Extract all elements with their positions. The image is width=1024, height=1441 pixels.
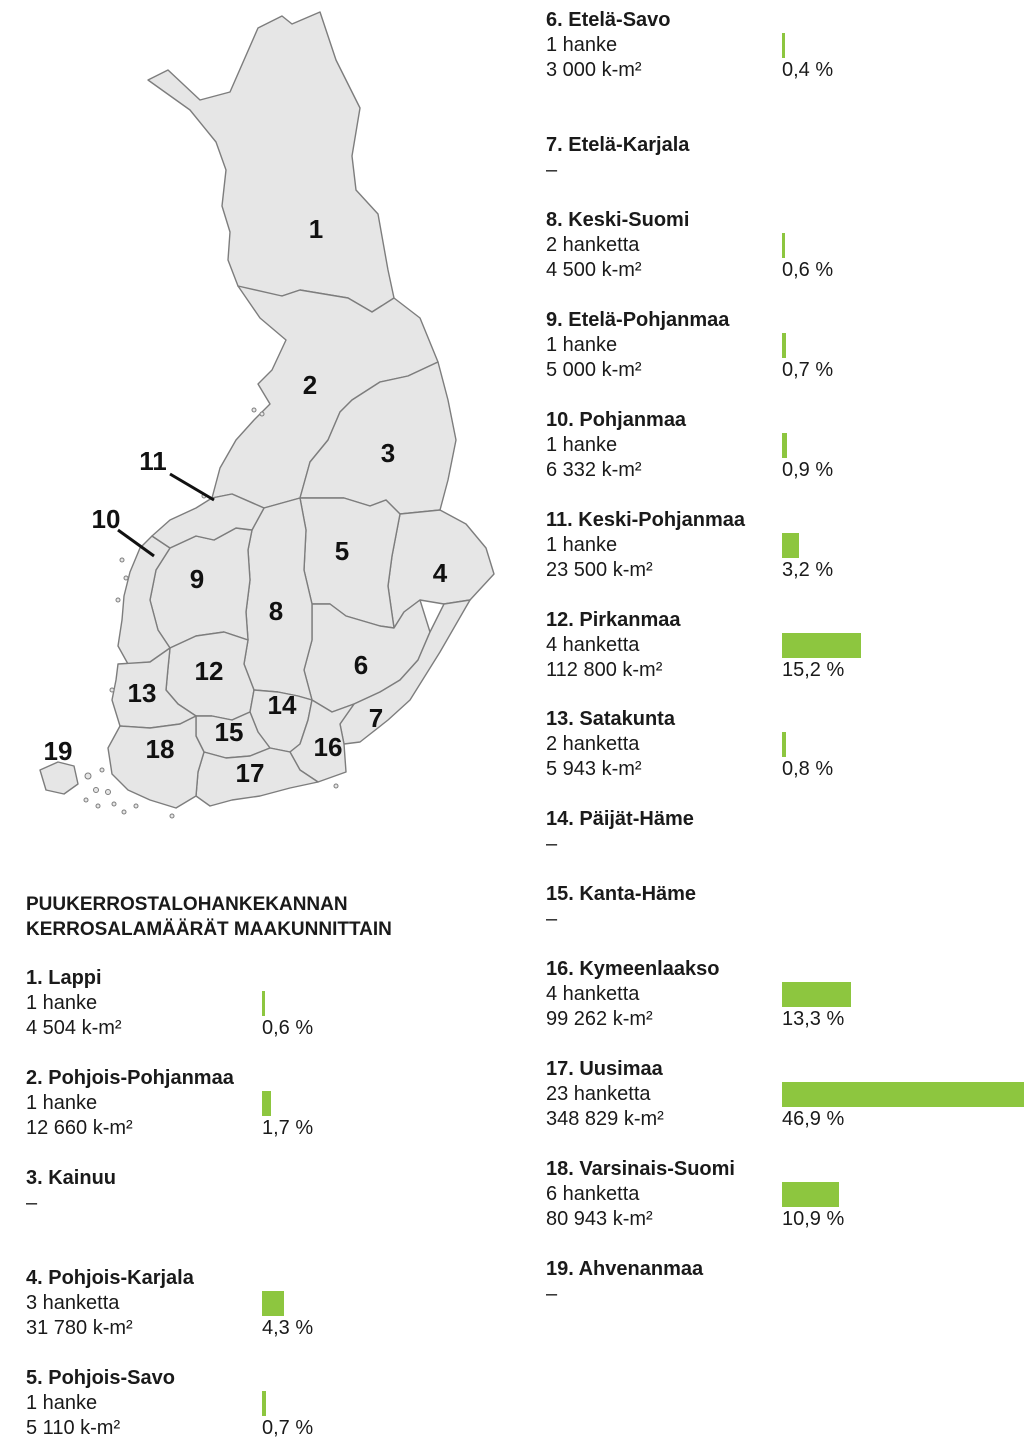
region-name: 11. Keski-Pohjanmaa bbox=[546, 509, 745, 531]
region-name: 4. Pohjois-Karjala bbox=[26, 1267, 194, 1289]
region-name: 3. Kainuu bbox=[26, 1167, 117, 1189]
region-entry bbox=[26, 1166, 326, 1216]
region-share-bar bbox=[782, 732, 786, 757]
region-share-bar bbox=[782, 33, 785, 58]
region-floor-area: 112 800 k-m² bbox=[546, 659, 663, 681]
region-floor-area: 12 660 k-m² bbox=[26, 1117, 133, 1139]
region-share-percent: 0,7 % bbox=[782, 359, 834, 381]
map-number-1: 1 bbox=[308, 214, 324, 244]
region-floor-area: 348 829 k-m² bbox=[546, 1108, 664, 1130]
map-number-13: 13 bbox=[127, 678, 157, 708]
map-number-7: 7 bbox=[368, 703, 384, 733]
region-floor-area: 5 000 k-m² bbox=[546, 359, 642, 381]
map-number-12: 12 bbox=[194, 656, 224, 686]
heading-line-1: PUUKERROSTALOHANKEKANNAN bbox=[26, 894, 348, 915]
region-name: 10. Pohjanmaa bbox=[546, 409, 687, 431]
map-number-6: 6 bbox=[353, 650, 369, 680]
map-number-9: 9 bbox=[189, 564, 205, 594]
region-project-count: 1 hanke bbox=[546, 434, 618, 456]
map-number-4: 4 bbox=[432, 558, 448, 588]
region-name: 8. Keski-Suomi bbox=[546, 209, 690, 231]
region-project-count: – bbox=[26, 1192, 38, 1214]
region-floor-area: 23 500 k-m² bbox=[546, 559, 653, 581]
region-share-bar bbox=[262, 1091, 271, 1116]
region-share-bar bbox=[262, 1391, 266, 1416]
region-share-percent: 0,6 % bbox=[782, 259, 834, 281]
region-name: 12. Pirkanmaa bbox=[546, 609, 681, 631]
region-floor-area: 99 262 k-m² bbox=[546, 1008, 653, 1030]
region-share-bar bbox=[782, 233, 785, 258]
region-share-bar bbox=[782, 533, 799, 558]
region-name: 9. Etelä-Pohjanmaa bbox=[546, 309, 730, 331]
region-project-count: 4 hanketta bbox=[546, 983, 640, 1005]
map-number-17: 17 bbox=[235, 758, 265, 788]
region-project-count: 6 hanketta bbox=[546, 1183, 640, 1205]
region-share-bar bbox=[782, 1082, 1024, 1107]
region-project-count: – bbox=[546, 908, 558, 930]
region-project-count: 2 hanketta bbox=[546, 234, 640, 256]
region-project-count: – bbox=[546, 833, 558, 855]
map-number-10: 10 bbox=[91, 504, 121, 534]
map-region-ahvenanmaa bbox=[40, 762, 78, 794]
map-number-15: 15 bbox=[214, 717, 244, 747]
region-name: 18. Varsinais-Suomi bbox=[546, 1158, 735, 1180]
region-project-count: 1 hanke bbox=[546, 34, 618, 56]
region-share-bar bbox=[782, 633, 861, 658]
region-floor-area: 5 110 k-m² bbox=[26, 1417, 121, 1439]
region-share-percent: 10,9 % bbox=[782, 1208, 845, 1230]
map-number-8: 8 bbox=[268, 596, 284, 626]
region-share-percent: 46,9 % bbox=[782, 1108, 845, 1130]
region-floor-area: 3 000 k-m² bbox=[546, 59, 642, 81]
region-share-percent: 0,6 % bbox=[262, 1017, 314, 1039]
region-name: 7. Etelä-Karjala bbox=[546, 134, 690, 156]
region-name: 16. Kymeenlaakso bbox=[546, 958, 720, 980]
region-floor-area: 4 500 k-m² bbox=[546, 259, 642, 281]
region-share-percent: 3,2 % bbox=[782, 559, 834, 581]
region-project-count: 1 hanke bbox=[26, 992, 98, 1014]
leader-line-11 bbox=[170, 474, 214, 500]
region-project-count: 1 hanke bbox=[546, 534, 618, 556]
region-project-count: 1 hanke bbox=[26, 1392, 98, 1414]
region-project-count: 4 hanketta bbox=[546, 634, 640, 656]
region-project-count: 23 hanketta bbox=[546, 1083, 651, 1105]
map-regions bbox=[40, 12, 494, 808]
region-share-percent: 15,2 % bbox=[782, 659, 845, 681]
region-floor-area: 80 943 k-m² bbox=[546, 1208, 653, 1230]
region-name: 14. Päijät-Häme bbox=[546, 808, 694, 830]
region-name: 6. Etelä-Savo bbox=[546, 9, 671, 31]
region-entry bbox=[546, 133, 846, 183]
region-floor-area: 6 332 k-m² bbox=[546, 459, 642, 481]
map-region-lappi bbox=[148, 12, 394, 312]
region-entry bbox=[546, 807, 846, 857]
map-number-11: 11 bbox=[139, 446, 167, 476]
map-number-19: 19 bbox=[43, 736, 73, 766]
heading-line-2: KERROSALAMÄÄRÄT MAAKUNNITTAIN bbox=[26, 919, 392, 940]
map-number-16: 16 bbox=[313, 732, 343, 762]
region-floor-area: 31 780 k-m² bbox=[26, 1317, 133, 1339]
map-number-14: 14 bbox=[267, 690, 297, 720]
region-entry bbox=[546, 1257, 846, 1307]
region-name: 1. Lappi bbox=[26, 967, 102, 989]
map-number-18: 18 bbox=[145, 734, 175, 764]
region-share-percent: 4,3 % bbox=[262, 1317, 314, 1339]
chart-heading bbox=[26, 892, 392, 942]
region-share-percent: 13,3 % bbox=[782, 1008, 845, 1030]
region-name: 17. Uusimaa bbox=[546, 1058, 663, 1080]
map-number-3: 3 bbox=[380, 438, 396, 468]
region-name: 2. Pohjois-Pohjanmaa bbox=[26, 1067, 234, 1089]
region-floor-area: 4 504 k-m² bbox=[26, 1017, 122, 1039]
region-name: 5. Pohjois-Savo bbox=[26, 1367, 175, 1389]
region-share-percent: 1,7 % bbox=[262, 1117, 314, 1139]
region-share-percent: 0,7 % bbox=[262, 1417, 314, 1439]
region-name: 15. Kanta-Häme bbox=[546, 883, 697, 905]
region-floor-area: 5 943 k-m² bbox=[546, 758, 642, 780]
region-share-bar bbox=[782, 1182, 839, 1207]
region-project-count: 3 hanketta bbox=[26, 1292, 120, 1314]
region-share-bar bbox=[782, 982, 851, 1007]
region-project-count: – bbox=[546, 1283, 558, 1305]
map-number-2: 2 bbox=[302, 370, 318, 400]
map-number-5: 5 bbox=[334, 536, 350, 566]
region-name: 19. Ahvenanmaa bbox=[546, 1258, 704, 1280]
region-project-count: – bbox=[546, 159, 558, 181]
region-share-bar bbox=[782, 433, 787, 458]
region-share-percent: 0,8 % bbox=[782, 758, 834, 780]
region-share-percent: 0,9 % bbox=[782, 459, 834, 481]
region-project-count: 2 hanketta bbox=[546, 733, 640, 755]
region-name: 13. Satakunta bbox=[546, 708, 675, 730]
region-share-bar bbox=[262, 991, 265, 1016]
region-share-percent: 0,4 % bbox=[782, 59, 834, 81]
region-project-count: 1 hanke bbox=[546, 334, 618, 356]
region-project-count: 1 hanke bbox=[26, 1092, 98, 1114]
region-share-bar bbox=[262, 1291, 284, 1316]
finland-region-map bbox=[0, 0, 520, 830]
region-share-bar bbox=[782, 333, 786, 358]
region-entry bbox=[546, 882, 846, 932]
